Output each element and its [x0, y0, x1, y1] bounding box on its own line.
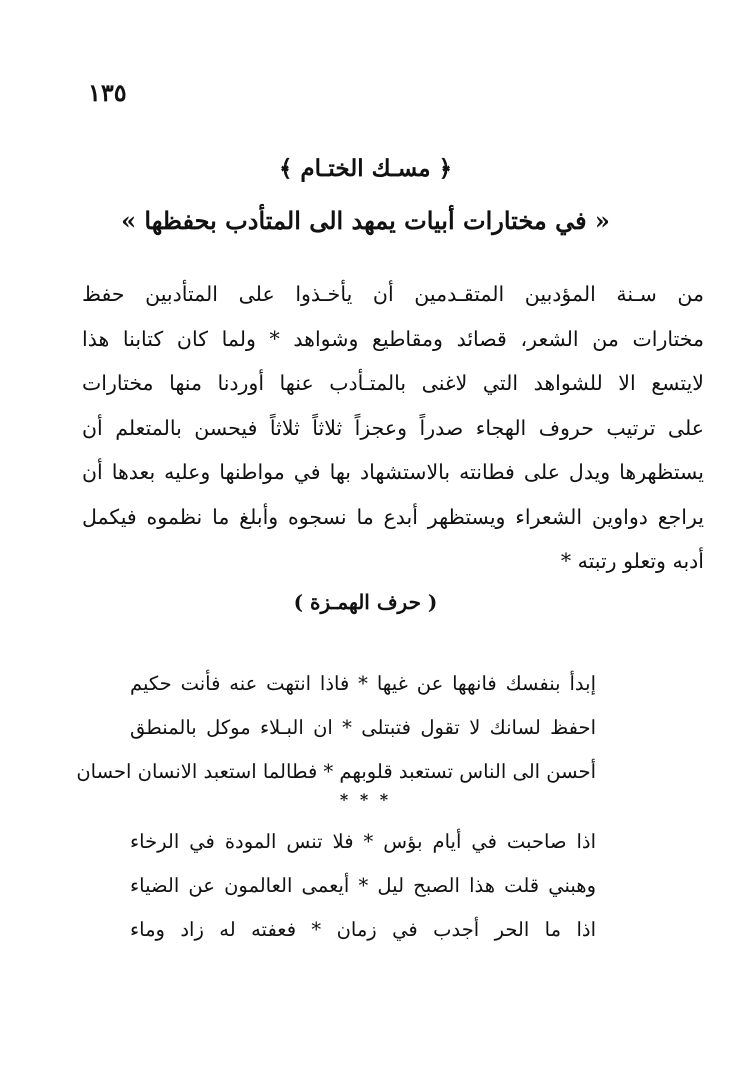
verse-group-2 [130, 820, 596, 952]
chapter-subtitle: « في مختارات أبيات يمهد الى المتأدب بحفظها » [121, 206, 610, 235]
verse-line: اذا ما الحر أجدب في زمان * فعفته له زاد وماء [130, 918, 596, 941]
intro-line: لايتسع الا للشواهد التي لاغنى بالمتـأدب عنها أوردنا منها مختارات [82, 371, 704, 395]
intro-line: على ترتيب حروف الهجاء صدراً وعجزاً ثلاثاً ثلاثاً فيحسن بالمتعلم أن [82, 415, 704, 440]
verse-line: اذا صاحبت في أيام بؤس * فلا تنس المودة في الرخاء [130, 830, 596, 853]
section-heading: ( حرف الهمـزة ) [293, 590, 438, 614]
page-number: ١٣٥ [88, 78, 127, 107]
verse-line: وهبني قلت هذا الصبح ليل * أيعمى العالمون عن الضياء [130, 874, 596, 897]
intro-line: مختارات من الشعر، قصائد ومقاطيع وشواهد * ولما كان كتابنا هذا [82, 326, 704, 351]
intro-line: يراجع دواوين الشعراء ويستظهر أبدع ما نسجوه وأبلغ ما نظموه فيكمل [82, 504, 704, 529]
intro-line: يستظهرها ويدل على فطانته بالاستشهاد بها في مواطنها وعليه بعدها أن [82, 460, 704, 484]
intro-line: من سـنة المؤدبين المتقـدمين أن يأخـذوا على المتأدبين حفظ [82, 282, 704, 306]
intro-paragraph [82, 272, 704, 584]
verse-line: أحسن الى الناس تستعبد قلوبهم * فطالما استعبد الانسان احسان [76, 760, 596, 783]
verse-line: إبدأ بنفسك فانهها عن غيها * فاذا انتهت عنه فأنت حكيم [130, 672, 596, 695]
verse-line: احفظ لسانك لا تقول فتبتلى * ان البـلاء موكل بالمنطق [130, 716, 596, 739]
verse-separator: * * * [339, 790, 392, 809]
chapter-title: ﴿ مسـك الختـام ﴾ [278, 155, 453, 182]
verse-group-1 [76, 662, 596, 794]
intro-line: أدبه وتعلو رتبته * [560, 549, 704, 573]
